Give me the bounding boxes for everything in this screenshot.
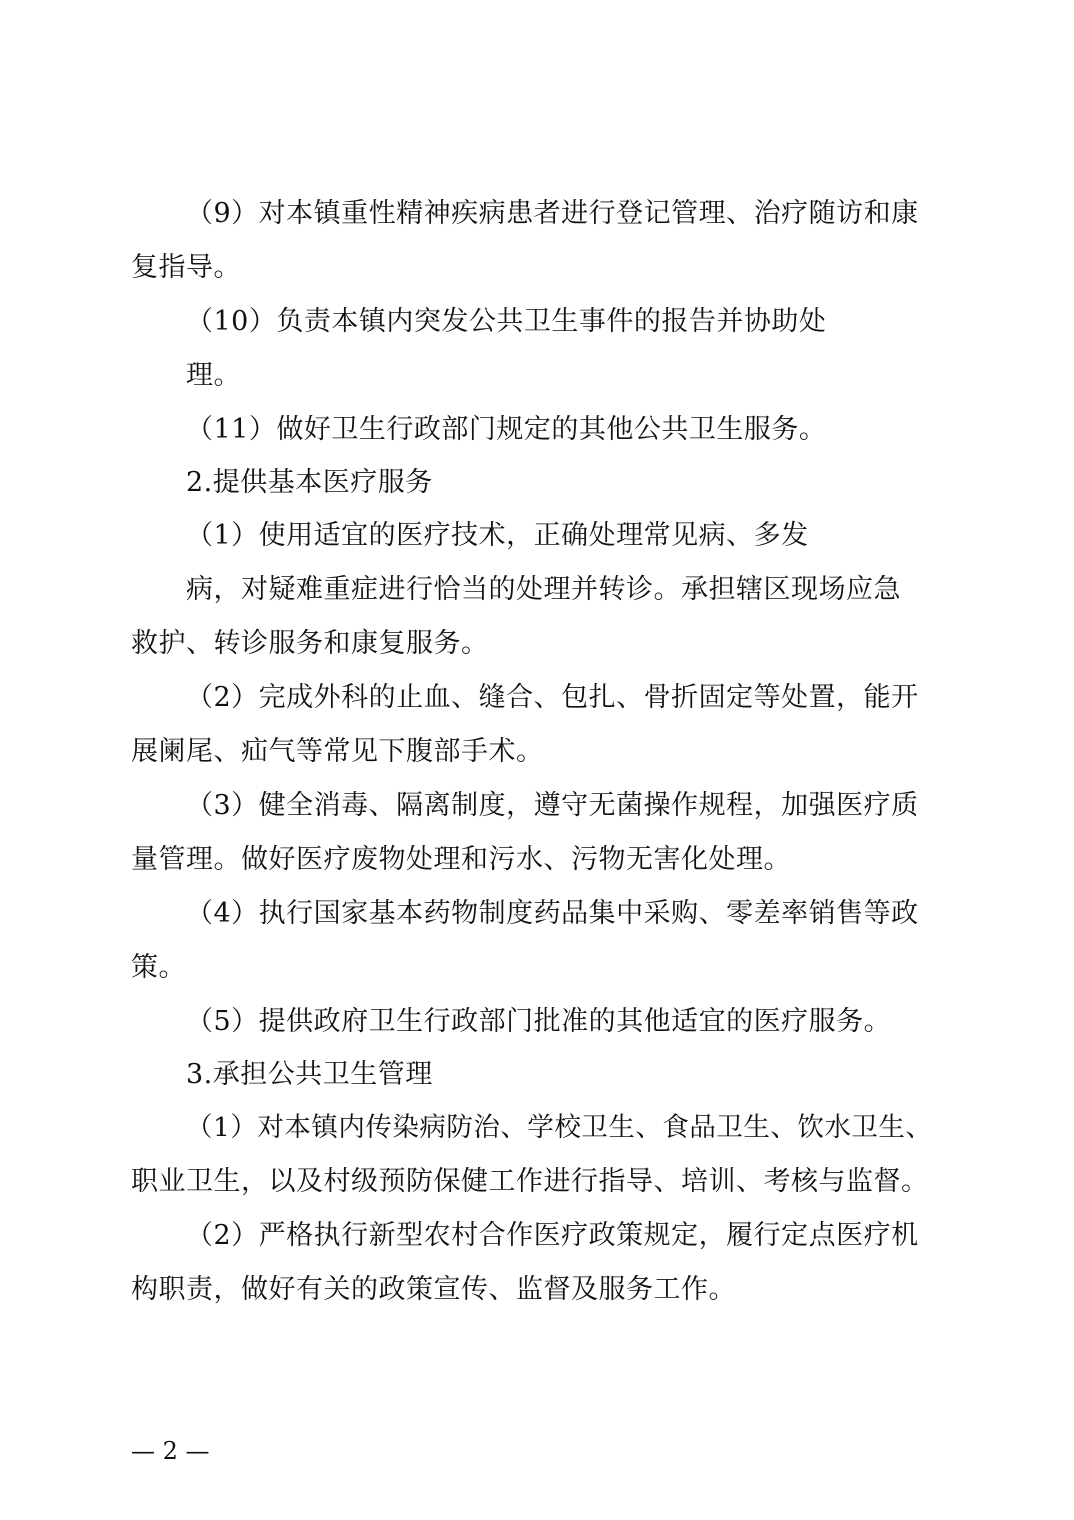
text-line: （3）健全消毒、隔离制度，遵守无菌操作规程，加强医疗质	[186, 790, 919, 821]
text-line: 策。	[131, 952, 186, 983]
page-number: — 2 —	[131, 1437, 210, 1465]
text-line: （2）完成外科的止血、缝合、包扎、骨折固定等处置，能开	[186, 682, 919, 713]
text-line: 病，对疑难重症进行恰当的处理并转诊。承担辖区现场应急	[186, 574, 901, 605]
text-line: （5）提供政府卫生行政部门批准的其他适宜的医疗服务。	[186, 1006, 892, 1037]
text-line: （1）对本镇内传染病防治、学校卫生、食品卫生、饮水卫生、	[186, 1112, 933, 1143]
text-line: （9）对本镇重性精神疾病患者进行登记管理、治疗随访和康	[186, 198, 919, 229]
text-line: 展阑尾、疝气等常见下腹部手术。	[131, 736, 544, 767]
text-line: （11）做好卫生行政部门规定的其他公共卫生服务。	[186, 414, 827, 445]
text-line: 复指导。	[131, 252, 241, 283]
text-line: 量管理。做好医疗废物处理和污水、污物无害化处理。	[131, 844, 791, 875]
section-heading: 3.承担公共卫生管理	[186, 1059, 433, 1090]
section-heading: 2.提供基本医疗服务	[186, 467, 433, 498]
text-line: 职业卫生，以及村级预防保健工作进行指导、培训、考核与监督。	[131, 1166, 929, 1197]
text-line: （4）执行国家基本药物制度药品集中采购、零差率销售等政	[186, 898, 919, 929]
text-line: （10）负责本镇内突发公共卫生事件的报告并协助处	[186, 306, 827, 337]
text-line: （1）使用适宜的医疗技术，正确处理常见病、多发	[186, 520, 809, 551]
text-line: 构职责，做好有关的政策宣传、监督及服务工作。	[131, 1274, 736, 1305]
text-line: （2）严格执行新型农村合作医疗政策规定，履行定点医疗机	[186, 1220, 919, 1251]
text-line: 理。	[186, 360, 241, 391]
text-line: 救护、转诊服务和康复服务。	[131, 628, 489, 659]
